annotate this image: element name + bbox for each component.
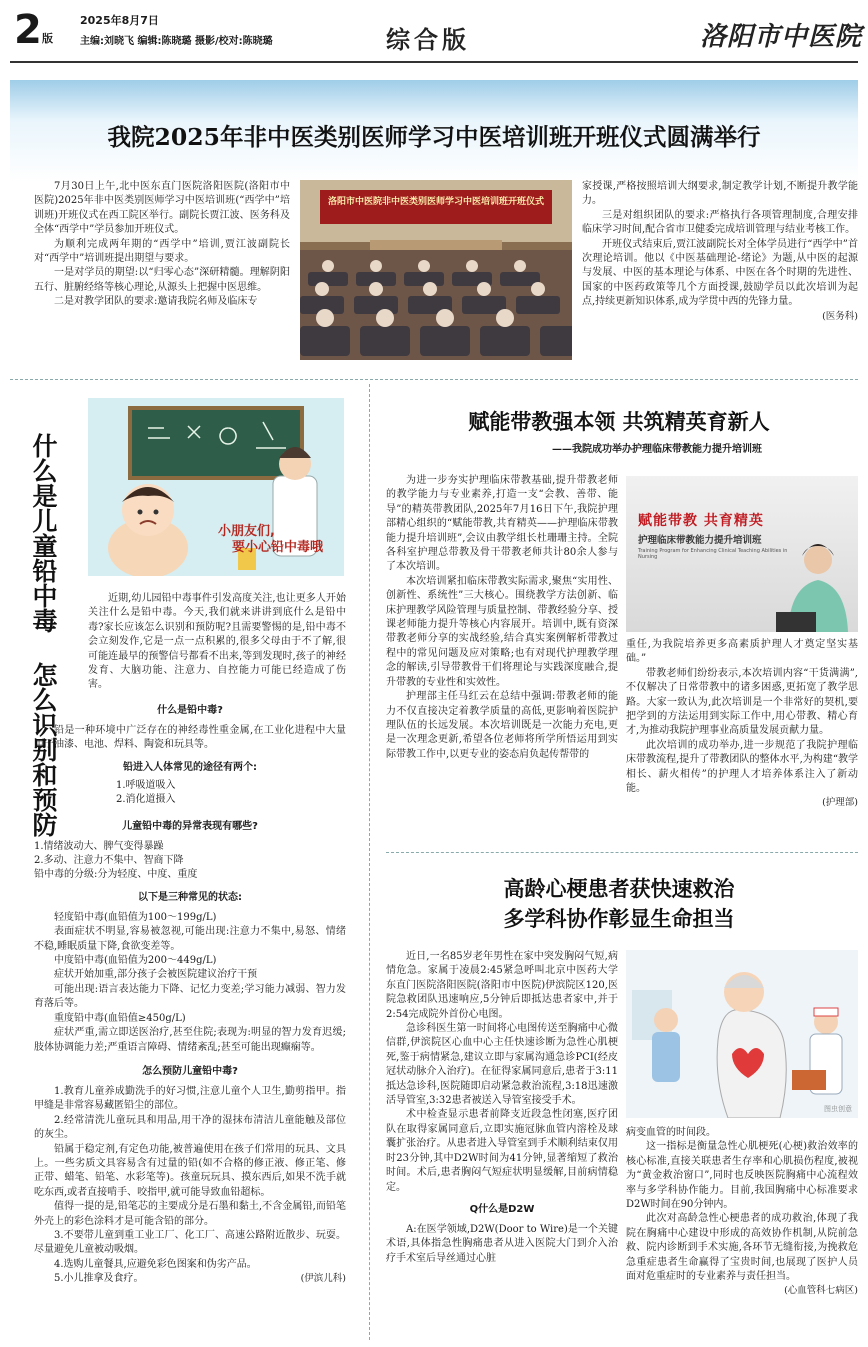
column-divider <box>369 384 370 1340</box>
heart-patient-illustration <box>626 950 858 1118</box>
article2-intro: 近期,幼儿园铅中毒事件引发高度关注,也让更多人开始关注什么是铅中毒。今天,我们就来讲讲到底什么是铅中毒?家长应该怎么识别和预防呢?且需要警惕的是,铅中毒不会立刻发作,它是一点一点积累的,很多父母由于不了解,很可能连最早的预警信号都看不出来,等到发现时,孩子的神经发育、大脑功能、注意力、自控能力可能已经造成了伤害。 <box>88 593 346 691</box>
illustration-caption: 小朋友们, 要小心铅中毒哦 <box>218 524 324 555</box>
article2-title-line1: 什么是儿童铅中毒 <box>29 432 58 633</box>
page-number: 2 <box>14 7 42 53</box>
article1-para: 家授课,严格按照培训大纲要求,制定教学计划,不断提升教学能力。 <box>582 181 858 207</box>
subhead-prevent: 怎么预防儿童铅中毒? <box>142 1065 238 1077</box>
symptom-item: 铅中毒的分级:分为轻度、中度、重度 <box>34 869 198 881</box>
article1-col-right <box>582 180 858 324</box>
article2-title-line2: 怎么识别和预防 <box>29 662 58 837</box>
article1-title-band <box>10 80 858 182</box>
route-item: 2.消化道摄入 <box>116 794 176 806</box>
article3-title: 赋能带教强本领 共筑精英育新人 <box>468 409 770 434</box>
article1-para: 二是对教学团队的要求:邀请我院名师及临床专 <box>54 296 258 308</box>
article1-para: 一是对学员的期望:以“归零心态”深研精髓。理解阴阳五行、脏腑经络等核心理论,从源头上把握中医思维。 <box>34 267 290 293</box>
symptom-item: 1.情绪波动大、脾气变得暴躁 <box>34 840 164 852</box>
route-item: 1.呼吸道吸入 <box>116 779 176 791</box>
training-hall-photo <box>300 180 572 360</box>
divider <box>386 852 858 853</box>
article3-col-left: 为进一步夯实护理临床带教基础,提升带教老师的教学能力与专业素养,打造一支“会教、善带、能导”的精英带教团队,2025年7月16日下午,我院护理部精心组织的“赋能带教,共育精英——护理临床带教能力提升培训班”,会议由教学组长杜珊珊主持。全院各科室护理总带教及骨干带教老师共计80余人参与了本次培训。 本次培训紧扣临床带教实际需求,聚焦“实用性、创新性、系统性”三大核心。围绕教学方法创新、临床护理教学风险管理与质量控制、带教经验分享、授课老师能力提升等核心内容展开。培训中,既有资深带教老师分享的实战经验,结合真实案例解析带教过程中的常见问题及应对策略;也有对现代护理教学理念的解读,引导带教骨干们将理论与实践深度融合,提升带教的专业性和实效性。 护理部主任马红云在总结中强调:带教老师的能力不仅直接决定着教学质量的高低,更影响着医院护理队伍的长远发展。本次培训既是一次能力充电,更是一次理念更新,希望各位老师将所学所悟运用到实际带教工作中,以更专业的姿态肩负起传帮带的 <box>386 475 618 760</box>
article1-para: 开班仪式结束后,贾江波副院长对全体学员进行“西学中”首次理论培训。他以《中医基础理论-绪论》为题,从中医的起源与发展、中医的基本理论与体系、中医在各个时期的先进性、国家的中医药政策等几个方面授课,鼓励学员以此次培训为起点,持续更新知识体系,成为学贯中西的先锋力量。 <box>582 238 858 308</box>
masthead <box>0 0 868 70</box>
masthead-rule <box>10 61 858 63</box>
article4-source: (心血管科七病区) <box>784 1285 858 1297</box>
speaker-figure <box>776 532 858 632</box>
article4-title: 高龄心梗患者获快速救治 多学科协作彰显生命担当 <box>503 876 735 931</box>
slide-line2: 护理临床带教能力提升培训班 <box>638 535 762 546</box>
divider <box>10 379 858 380</box>
illustration-watermark: 图虫创意 <box>824 1105 852 1113</box>
article2-body: 什么是铅中毒? 铅是一种环境中广泛存在的神经毒性重金属,在工业化进程中大量用于油漆、电池、焊料、陶瓷和玩具等。 铅进入人体常见的途径有两个: 1.呼吸道吸入 2.消化道摄入 儿童铅中毒的异常表现有哪些? 1.情绪波动大、脾气变得暴躁 2.多动、注意力不集中、智商下降 铅中毒的分级:分为轻度、中度、重度 以下是三种常见的状态: 轻度铅中毒(血铅值为100～199g/L) 表面症状不明显,容易被忽视,可能出现:注意力不集中,易怒、情绪不稳,睡眠质量下降,食欲变差等。 中度铅中毒(血铅值为200～449g/L) 症状开始加重,部分孩子会被医院建议治疗干预 可能出现:语言表达能力下降、记忆力变差;学习能力减弱、智力发育落后等。 重度铅中毒(血铅值≥450g/L) 症状严重,需立即送医治疗,甚至住院;表现为:明显的智力发育迟缓;肢体协调能力差;严重语言障碍、情绪紊乱;甚至可能出现癫痫等。 怎么预防儿童铅中毒? 1.教育儿童养成勤洗手的好习惯,注意儿童个人卫生,勤剪指甲。指甲缝是非常容易藏匿铅尘的部位。 2.经常清洗儿童玩具和用品,用干净的湿抹布清洁儿童能触及部位的灰尘。 铅属于稳定剂,有定色功能,被普遍使用在孩子们常用的玩具、文具上。一些劣质文具容易含有过量的铅(如不合格的修正液、修正笔、修正带、蜡笔、铅笔、水彩笔等)。孩童玩玩具、摸东西后,如果不洗手就吃东西,或者直接啃手、咬指甲,就可能导致血铅超标。 值得一提的是,铅笔芯的主要成分是石墨和黏土,不含金属铅,而铅笔外壳上的彩色涂料才是可能含铅的部分。 3.不要带儿童到重工业工厂、化工厂、高速公路附近散步、玩耍。尽量避免儿童被动吸烟。 4.选购儿童餐具,应避免彩色图案和伪劣产品。 5.小儿推拿及食疗。 (伊滨儿科) <box>34 705 346 1285</box>
article1-para: 7月30日上午,北中医东直门医院洛阳医院(洛阳市中医院)2025年非中医类别医师学习中医培训班(“西学中”培训班)开班仪式在西工院区举行。副院长贾江波、医务科及全体“西学中”学员参加开班仪式。 <box>34 181 290 236</box>
lead-poisoning-illustration <box>88 398 344 576</box>
article2-source: (伊滨儿科) <box>300 1273 346 1285</box>
article3-subtitle: ——我院成功举办护理临床带教能力提升培训班 <box>552 444 762 455</box>
article3-source: (护理部) <box>822 797 858 809</box>
subhead-routes: 铅进入人体常见的途径有两个: <box>123 761 257 773</box>
article1-col-left <box>34 180 290 310</box>
article1-para: 为顺利完成两年期的“西学中”培训,贾江波副院长对“西学中”培训班提出期望与要求。 <box>34 238 290 265</box>
symptom-item: 2.多动、注意力不集中、智商下降 <box>34 855 184 867</box>
article3-col-right: 重任,为我院培养更多高素质护理人才奠定坚实基础。” 带教老师们纷纷表示,本次培训内容“干货满满”,不仅解决了日常带教中的诸多困惑,更拓宽了教学思路。大家一致认为,此次培训是一个非常好的契机,要把学到的方法运用到实际工作中,用心带教、精心育才,为推动我院护理事业高质量发展贡献力量。 此次培训的成功举办,进一步规范了我院护理临床带教流程,提升了带教团队的整体水平,为构建“教学相长、薪火相传”的护理人才培养体系注入了新动能。 (护理部) <box>626 639 858 809</box>
training-slide-photo <box>626 476 858 632</box>
slide-line3: Training Program for Enhancing Clinical Teaching Abilities in Nursing <box>638 548 788 560</box>
subhead-symptoms: 儿童铅中毒的异常表现有哪些? <box>122 820 258 832</box>
issue-date: 2025年8月7日 <box>80 14 159 27</box>
qa-heading: Q什么是D2W <box>469 1203 535 1215</box>
page-unit: 版 <box>42 32 53 45</box>
slide-line1: 赋能带教 共育精英 <box>638 513 764 529</box>
photo-banner-text: 洛阳市中医院非中医类别医师学习中医培训班开班仪式 <box>327 197 544 207</box>
subhead-levels: 以下是三种常见的状态: <box>138 891 242 903</box>
article4-col-right: 病变血管的时间段。 这一指标是衡量急性心肌梗死(心梗)救治效率的核心标准,直接关联患者生存率和心肌损伤程度,被视为“黄金救治窗口”,同时也反映医院胸痛中心流程效率与多学科协作能力。目前,我国胸痛中心标准要求D2W时间在90分钟内。 此次对高龄急性心梗患者的成功救治,体现了我院在胸痛中心建设中形成的高效协作机制,从院前急救、院内诊断到手术实施,各环节无缝衔接,为挽救危急重症患者生命赢得了宝贵时间,也展现了医护人员面对危重症时的专业素养与责任担当。 (心血管科七病区) <box>626 1127 858 1297</box>
article1-photo <box>300 180 572 360</box>
subhead-what: 什么是铅中毒? <box>157 705 223 716</box>
section-name: 综合版 <box>386 25 470 54</box>
article4-col-left: 近日,一名85岁老年男性在家中突发胸闷气短,病情危急。家属于凌晨2:45紧急呼叫北京中医药大学东直门医院洛阳医院(洛阳市中医院)伊滨院区120,医院急救团队迅速响应,5分钟后即抵达患者家中,并于2:54完成院外首份心电图。 急诊科医生第一时间将心电图传送至胸痛中心微信群,伊滨院区心血中心主任快速诊断为急性心肌梗死,鉴于病情紧急,建议立即与家属沟通急诊PCI(经皮冠状动脉介入治疗)。在征得家属同意后,患者于3:11抵达急诊科,医院随即启动紧急救治流程,3:18迅速激活导管室,3:32患者被送入导管室接受手术。 术中检查显示患者前降支近段急性闭塞,医疗团队在取得家属同意后,立即实施冠脉血管内溶栓及球囊扩张治疗。从患者进入导管室到手术顺利结束仅用时23分钟,其中D2W时间为41分钟,显著缩短了救治时间。术后,患者胸闷气短症状明显缓解,目前病情稳定。 Q什么是D2W A:在医学领域,D2W(Door to Wire)是一个关键术语,具体指急性胸痛患者从进入医院大门到介入治疗手术室后导丝通过心脏 <box>386 951 618 1264</box>
paper-name: 洛阳市中医院 <box>700 22 863 52</box>
editor-credits: 主编:刘晓飞 编辑:陈晓璐 摄影/校对:陈晓璐 <box>80 36 273 47</box>
article1-source: (医务科) <box>822 310 858 322</box>
article1-title: 我院2025年非中医类别医师学习中医培训班开班仪式圆满举行 <box>107 123 761 151</box>
article1-para: 三是对组织团队的要求:严格执行各项管理制度,合理安排临床学习时间,配合省市卫健委完成培训管理与结业考核工作。 <box>582 209 858 236</box>
